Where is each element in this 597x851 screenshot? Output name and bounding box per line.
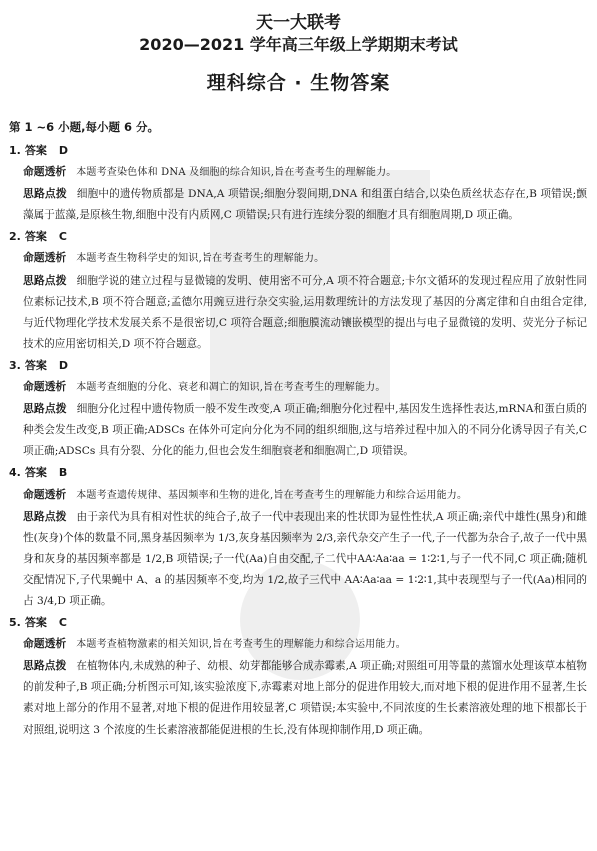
- tips-row: [9, 398, 587, 462]
- tips-text: 细胞中的遗传物质都是 DNA,A 项错误;细胞分裂间期,DNA 和组蛋白结合,以染色质丝状态存在,B 项错误;颤藻属于蓝藻,是原核生物,细胞中没有内质网,C 项错误;只有进行连续分裂的细胞才具有细胞周期,D 项正确。: [23, 188, 588, 222]
- question-number: 3.: [9, 358, 21, 372]
- analysis-row: [9, 247, 587, 269]
- tips-row: [9, 183, 587, 226]
- subject-title: 理科综合 · 生物答案: [206, 72, 391, 94]
- question-header: [9, 226, 587, 247]
- analysis-label: 命题透析: [23, 165, 67, 179]
- analysis-label: 命题透析: [23, 251, 67, 265]
- org-title: 天一大联考: [256, 13, 341, 33]
- tips-text: 细胞学说的建立过程与显微镜的发明、使用密不可分,A 项不符合题意;卡尔文循环的发现过程应用了放射性同位素标记技术,B 项不符合题意;孟德尔用豌豆进行杂交实验,运用数理统计的方法发现了基因的分离定律和自由组合定律,与近代物理化学技术发展关系不是很密切,C 项符合题意;细胞膜流动镶嵌模型的提出与电子显微镜的发明、荧光分子标记技术的应用密切相关,D 项不符合题意。: [23, 274, 587, 350]
- analysis-label: 命题透析: [23, 637, 67, 651]
- question-block: [9, 140, 587, 226]
- tips-label: 思路点拨: [23, 273, 67, 287]
- tips-label: 思路点拨: [23, 402, 67, 416]
- answer-value: C: [58, 616, 67, 630]
- question-number: 2.: [9, 230, 21, 244]
- tips-label: 思路点拨: [23, 509, 67, 523]
- question-header: [9, 140, 587, 161]
- question-block: [9, 226, 587, 355]
- question-block: [9, 612, 587, 741]
- question-block: [9, 462, 587, 612]
- tips-row: [9, 270, 587, 355]
- analysis-text: 本题考查生物科学史的知识,旨在考查考生的理解能力。: [76, 253, 325, 265]
- question-header: [9, 612, 587, 633]
- question-header: [9, 355, 587, 376]
- analysis-row: [9, 376, 587, 398]
- question-number: 1.: [9, 144, 21, 157]
- section-intro: 第 1 ~6 小题,每小题 6 分。: [9, 120, 160, 134]
- analysis-text: 本题考查细胞的分化、衰老和凋亡的知识,旨在考查考生的理解能力。: [76, 382, 386, 394]
- answer-list: [9, 140, 587, 741]
- analysis-text: 本题考查遗传规律、基因频率和生物的进化,旨在考查考生的理解能力和综合运用能力。: [76, 489, 468, 501]
- answer-value: D: [58, 144, 68, 157]
- analysis-row: [9, 161, 587, 183]
- answer-label: 答案: [24, 144, 47, 157]
- answer-label: 答案: [24, 616, 47, 630]
- analysis-row: [9, 633, 587, 655]
- answer-value: D: [58, 358, 68, 372]
- exam-title: 2020—2021 学年高三年级上学期期末考试: [139, 35, 458, 54]
- tips-text: 在植物体内,未成熟的种子、幼根、幼芽都能够合成赤霉素,A 项正确;对照组可用等量的蒸馏水处理该草本植物的前发种子,B 项正确;分析图示可知,该实验浓度下,赤霉素对地上部分的促进作用较大,而对地下根的促进作用不显著,生长素对地上部分的作用不显著,对地下根的促进作用较显著,C 项错误;本实验中,不同浓度的生长素溶液处理的地下根都长于对照组,说明这 3 个浓度的生长素溶液都能促进根的生长,没有体现抑制作用,D 项正确。: [23, 660, 587, 736]
- analysis-text: 本题考查染色体和 DNA 及细胞的综合知识,旨在考查考生的理解能力。: [76, 167, 397, 179]
- tips-row: [9, 506, 587, 612]
- answer-value: B: [58, 466, 68, 480]
- answer-label: 答案: [24, 230, 47, 244]
- question-block: [9, 355, 587, 462]
- analysis-label: 命题透析: [23, 380, 67, 394]
- tips-label: 思路点拨: [23, 659, 67, 673]
- answer-label: 答案: [24, 358, 47, 372]
- analysis-text: 本题考查植物激素的相关知识,旨在考查考生的理解能力和综合运用能力。: [76, 639, 406, 651]
- analysis-row: [9, 484, 587, 506]
- answer-label: 答案: [24, 466, 47, 480]
- tips-label: 思路点拨: [23, 187, 67, 201]
- tips-text: 由于亲代为具有相对性状的纯合子,故子一代中表现出来的性状即为显性性状,A 项正确;亲代中雄性(黑身)和雌性(灰身)个体的数量不同,黑身基因频率为 1/3,灰身基因频率为 2/3,亲代杂交产生子一代,子一代都为杂合子,故子一代中黑身和灰身的基因频率都是 1/2,B 项错误;子一代(Aa)自由交配,子二代中AA∶Aa∶aa = 1∶2∶1,与子一代不同,C 项正确;随机交配情况下,子代果蝇中 A、a 的基因频率不变,均为 1/2,故子三代中 AA∶Aa∶aa = 1∶2∶1,其中表现型与子一代(Aa)相同的占 3/4,D 项正确。: [23, 510, 587, 607]
- question-header: [9, 462, 587, 483]
- answer-value: C: [58, 230, 67, 244]
- analysis-label: 命题透析: [23, 487, 67, 501]
- tips-row: [9, 655, 587, 740]
- question-number: 4.: [9, 466, 21, 480]
- tips-text: 细胞分化过程中遗传物质一般不发生改变,A 项正确;细胞分化过程中,基因发生选择性表达,mRNA和蛋白质的种类会发生改变,B 项正确;ADSCs 在体外可定向分化为不同的组织细胞,这与培养过程中加入的不同分化诱导因子有关,C 项正确;ADSCs 具有分裂、分化的能力,但也会发生细胞衰老和细胞凋亡,D 项错误。: [23, 403, 587, 458]
- question-number: 5.: [9, 616, 21, 630]
